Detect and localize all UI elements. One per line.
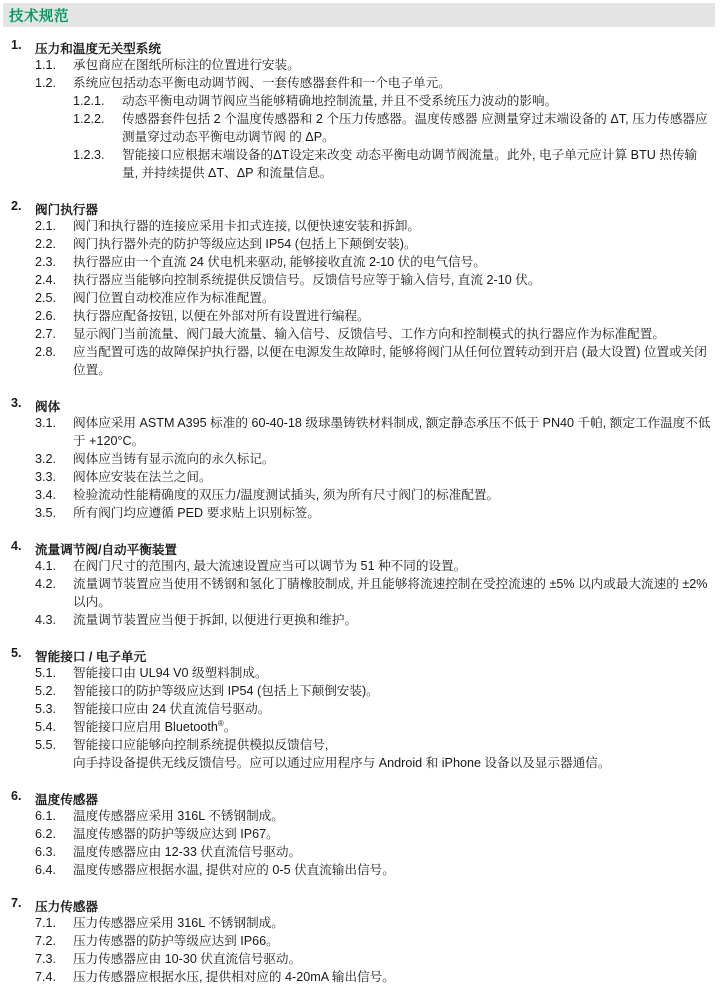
- item-text-block: [73, 843, 712, 861]
- spec-item: [0, 861, 720, 879]
- spec-item: [0, 414, 720, 450]
- item-text: 阀门位置自动校准应作为标准配置。: [73, 291, 275, 305]
- spec-item: [0, 968, 720, 986]
- item-text-block: [73, 968, 712, 986]
- section-title: 温度传感器: [35, 793, 98, 807]
- item-number: 6.2.: [35, 827, 57, 841]
- item-number: 7.2.: [35, 934, 57, 948]
- item-text-block: [73, 950, 712, 968]
- item-text-block: [73, 343, 712, 379]
- item-text: 温度传感器应由 12-33 伏直流信号驱动。: [73, 845, 302, 859]
- spec-item: [0, 718, 720, 736]
- item-text-block: [73, 700, 712, 718]
- subitem-text: 智能接口应根据末端设备的ΔT设定来改变 动态平衡电动调节阀流量。此外, 电子单元应计算 BTU 热传输量, 并持续提供 ΔT、ΔP 和流量信息。: [122, 148, 698, 180]
- spec-item: [0, 825, 720, 843]
- spec-item: [0, 700, 720, 718]
- item-text: 显示阀门当前流量、阀门最大流量、输入信号、反馈信号、工作方向和控制模式的执行器应作为标准配置。: [73, 327, 665, 341]
- spec-item: [0, 914, 720, 932]
- item-number: 5.2.: [35, 684, 57, 698]
- item-number: 2.2.: [35, 237, 57, 251]
- section-heading: [0, 38, 720, 56]
- spec-item: [0, 307, 720, 325]
- item-text: 阀体应当铸有显示流向的永久标记。: [73, 452, 275, 466]
- item-text-block: [73, 271, 712, 289]
- subitem-number: 1.2.2.: [73, 112, 105, 126]
- item-text: 流量调节装置应当使用不锈钢和氢化丁腈橡胶制成, 并且能够将流速控制在受控流速的 ±5% 以内或最大流速的 ±2% 以内。: [73, 577, 708, 609]
- item-text: 压力传感器应根据水压, 提供相对应的 4-20mA 输出信号。: [73, 970, 395, 984]
- item-number: 2.7.: [35, 327, 57, 341]
- spec-item: [0, 486, 720, 504]
- item-text-block: [73, 611, 712, 629]
- item-text-block: [73, 307, 712, 325]
- item-text: 流量调节装置应当便于拆卸, 以便进行更换和维护。: [73, 613, 358, 627]
- spec-item: [0, 575, 720, 611]
- section-number: 1.: [11, 38, 22, 52]
- item-text: 阀体应安装在法兰之间。: [73, 470, 212, 484]
- spec-item: [0, 343, 720, 379]
- item-text: 智能接口应启用 Bluetooth: [73, 720, 218, 734]
- item-number: 6.3.: [35, 845, 57, 859]
- spec-section: [0, 646, 720, 772]
- subitem-text: 动态平衡电动调节阀应当能够精确地控制流量, 并且不受系统压力波动的影响。: [122, 94, 558, 108]
- spec-section: [0, 539, 720, 629]
- spec-item: [0, 450, 720, 468]
- spec-item: [0, 217, 720, 235]
- section-title: 流量调节阀/自动平衡装置: [35, 543, 178, 557]
- spec-subitem: [0, 110, 720, 146]
- item-text: 温度传感器应根据水温, 提供对应的 0-5 伏直流输出信号。: [73, 863, 395, 877]
- item-text-block: [73, 56, 712, 74]
- item-text-block: [73, 807, 712, 825]
- item-text: 智能接口应由 24 伏直流信号驱动。: [73, 702, 271, 716]
- item-number: 7.1.: [35, 916, 57, 930]
- item-text-block: [73, 414, 712, 450]
- item-text: 承包商应在图纸所标注的位置进行安装。: [73, 58, 300, 72]
- spec-item: [0, 253, 720, 271]
- item-text: 所有阀门均应遵循 PED 要求贴上识别标签。: [73, 506, 320, 520]
- item-text: 执行器应配备按钮, 以便在外部对所有设置进行编程。: [73, 309, 370, 323]
- item-number: 5.1.: [35, 666, 57, 680]
- item-text-line2: 向手持设备提供无线反馈信号。应可以通过应用程序与 Android 和 iPhone 设备以及显示器通信。: [73, 756, 611, 770]
- spec-item: [0, 56, 720, 74]
- item-text: 阀门执行器外壳的防护等级应达到 IP54 (包括上下颠倒安装)。: [73, 237, 417, 251]
- item-text-block: [73, 74, 712, 92]
- item-text-suffix: 。: [223, 720, 237, 734]
- item-text: 应当配置可选的故障保护执行器, 以便在电源发生故障时, 能够将阀门从任何位置转动到开启 (最大设置) 位置或关闭位置。: [73, 345, 707, 377]
- item-number: 2.8.: [35, 345, 57, 359]
- item-text: 阀体应采用 ASTM A395 标准的 60-40-18 级球墨铸铁材料制成, 额定静态承压不低于 PN40 千帕, 额定工作温度不低于 +120°C。: [73, 416, 711, 448]
- item-text-block: [73, 682, 712, 700]
- section-heading: [0, 646, 720, 664]
- spec-section: [0, 789, 720, 879]
- item-number: 3.1.: [35, 416, 57, 430]
- section-number: 6.: [11, 789, 22, 803]
- item-text-block: [73, 468, 712, 486]
- item-text-block: [73, 557, 712, 575]
- spec-item: [0, 950, 720, 968]
- item-text-block: [73, 504, 712, 522]
- item-text-block: [73, 861, 712, 879]
- spec-item: [0, 271, 720, 289]
- registered-mark: ®: [217, 718, 224, 728]
- section-number: 4.: [11, 539, 22, 553]
- spec-section: [0, 199, 720, 379]
- spec-section: [0, 38, 720, 182]
- item-number: 3.4.: [35, 488, 57, 502]
- item-text-block: [73, 289, 712, 307]
- spec-item: [0, 504, 720, 522]
- spec-subitem: [0, 146, 720, 182]
- item-text-block: [73, 486, 712, 504]
- section-number: 7.: [11, 896, 22, 910]
- spec-item: [0, 807, 720, 825]
- item-number: 5.4.: [35, 720, 57, 734]
- section-title: 压力和温度无关型系统: [35, 42, 161, 56]
- section-number: 2.: [11, 199, 22, 213]
- section-heading: [0, 199, 720, 217]
- spec-item: [0, 843, 720, 861]
- subitem-number: 1.2.1.: [73, 94, 105, 108]
- item-text-block: [73, 575, 712, 611]
- page-title: 技术规范: [9, 8, 69, 25]
- spec-section: [0, 896, 720, 986]
- section-number: 5.: [11, 646, 22, 660]
- item-text: 压力传感器的防护等级应达到 IP66。: [73, 934, 279, 948]
- item-number: 4.2.: [35, 577, 57, 591]
- section-title: 智能接口 / 电子单元: [35, 650, 147, 664]
- spec-item: [0, 736, 720, 772]
- spec-item: [0, 325, 720, 343]
- section-heading: [0, 539, 720, 557]
- item-number: 1.2.: [35, 76, 57, 90]
- spec-item: [0, 682, 720, 700]
- spec-item: [0, 932, 720, 950]
- item-text: 检验流动性能精确度的双压力/温度测试插头, 须为所有尺寸阀门的标准配置。: [73, 488, 500, 502]
- item-number: 1.1.: [35, 58, 57, 72]
- spec-item: [0, 557, 720, 575]
- item-text-block: [73, 253, 712, 271]
- item-number: 2.4.: [35, 273, 57, 287]
- item-text: 压力传感器应由 10-30 伏直流信号驱动。: [73, 952, 302, 966]
- item-number: 3.3.: [35, 470, 57, 484]
- item-number: 4.3.: [35, 613, 57, 627]
- subitem-number: 1.2.3.: [73, 148, 105, 162]
- section-title: 压力传感器: [35, 900, 98, 914]
- item-number: 3.5.: [35, 506, 57, 520]
- item-text: 压力传感器应采用 316L 不锈钢制成。: [73, 916, 284, 930]
- item-number: 3.2.: [35, 452, 57, 466]
- item-number: 7.3.: [35, 952, 57, 966]
- item-number: 2.1.: [35, 219, 57, 233]
- section-heading: [0, 896, 720, 914]
- spec-subitem: [0, 92, 720, 110]
- spec-item: [0, 468, 720, 486]
- spec-item: [0, 235, 720, 253]
- item-text-block: [73, 235, 712, 253]
- spec-item: [0, 289, 720, 307]
- section-title: 阀体: [35, 400, 61, 414]
- spec-item: [0, 664, 720, 682]
- section-heading: [0, 789, 720, 807]
- item-text-block: [73, 325, 712, 343]
- item-text-block: [73, 718, 712, 736]
- item-text: 在阀门尺寸的范围内, 最大流速设置应当可以调节为 51 种不同的设置。: [73, 559, 467, 573]
- item-text: 智能接口由 UL94 V0 级塑料制成。: [73, 666, 268, 680]
- spec-content: [0, 38, 720, 1003]
- header-bar: [3, 3, 715, 27]
- section-title: 阀门执行器: [35, 203, 98, 217]
- item-text-block: [73, 217, 712, 235]
- item-text: 温度传感器的防护等级应达到 IP67。: [73, 827, 279, 841]
- item-text-block: [73, 932, 712, 950]
- item-number: 2.3.: [35, 255, 57, 269]
- item-number: 6.1.: [35, 809, 57, 823]
- spec-section: [0, 396, 720, 522]
- item-number: 5.5.: [35, 738, 57, 752]
- subitem-text: 传感器套件包括 2 个温度传感器和 2 个压力传感器。温度传感器 应测量穿过末端设备的 ΔT, 压力传感器应测量穿过动态平衡电动调节阀 的 ΔP。: [122, 112, 708, 144]
- item-number: 6.4.: [35, 863, 57, 877]
- item-text-block: [73, 450, 712, 468]
- item-text: 智能接口应能够向控制系统提供模拟反馈信号,: [73, 738, 329, 752]
- item-text-block: [73, 736, 712, 772]
- item-text: 阀门和执行器的连接应采用卡扣式连接, 以便快速安装和拆卸。: [73, 219, 421, 233]
- spec-item: [0, 611, 720, 629]
- item-text-block: [73, 914, 712, 932]
- item-text-block: [73, 825, 712, 843]
- item-number: 2.5.: [35, 291, 57, 305]
- item-text: 执行器应由一个直流 24 伏电机来驱动, 能够接收直流 2-10 伏的电气信号。: [73, 255, 486, 269]
- item-text: 温度传感器应采用 316L 不锈钢制成。: [73, 809, 284, 823]
- item-number: 5.3.: [35, 702, 57, 716]
- item-number: 2.6.: [35, 309, 57, 323]
- item-text: 智能接口的防护等级应达到 IP54 (包括上下颠倒安装)。: [73, 684, 379, 698]
- item-text-block: [73, 664, 712, 682]
- item-text: 执行器应当能够向控制系统提供反馈信号。反馈信号应等于输入信号, 直流 2-10 伏。: [73, 273, 541, 287]
- item-number: 7.4.: [35, 970, 57, 984]
- spec-item: [0, 74, 720, 92]
- item-number: 4.1.: [35, 559, 57, 573]
- section-number: 3.: [11, 396, 22, 410]
- section-heading: [0, 396, 720, 414]
- item-text: 系统应包括动态平衡电动调节阀、一套传感器套件和一个电子单元。: [73, 76, 451, 90]
